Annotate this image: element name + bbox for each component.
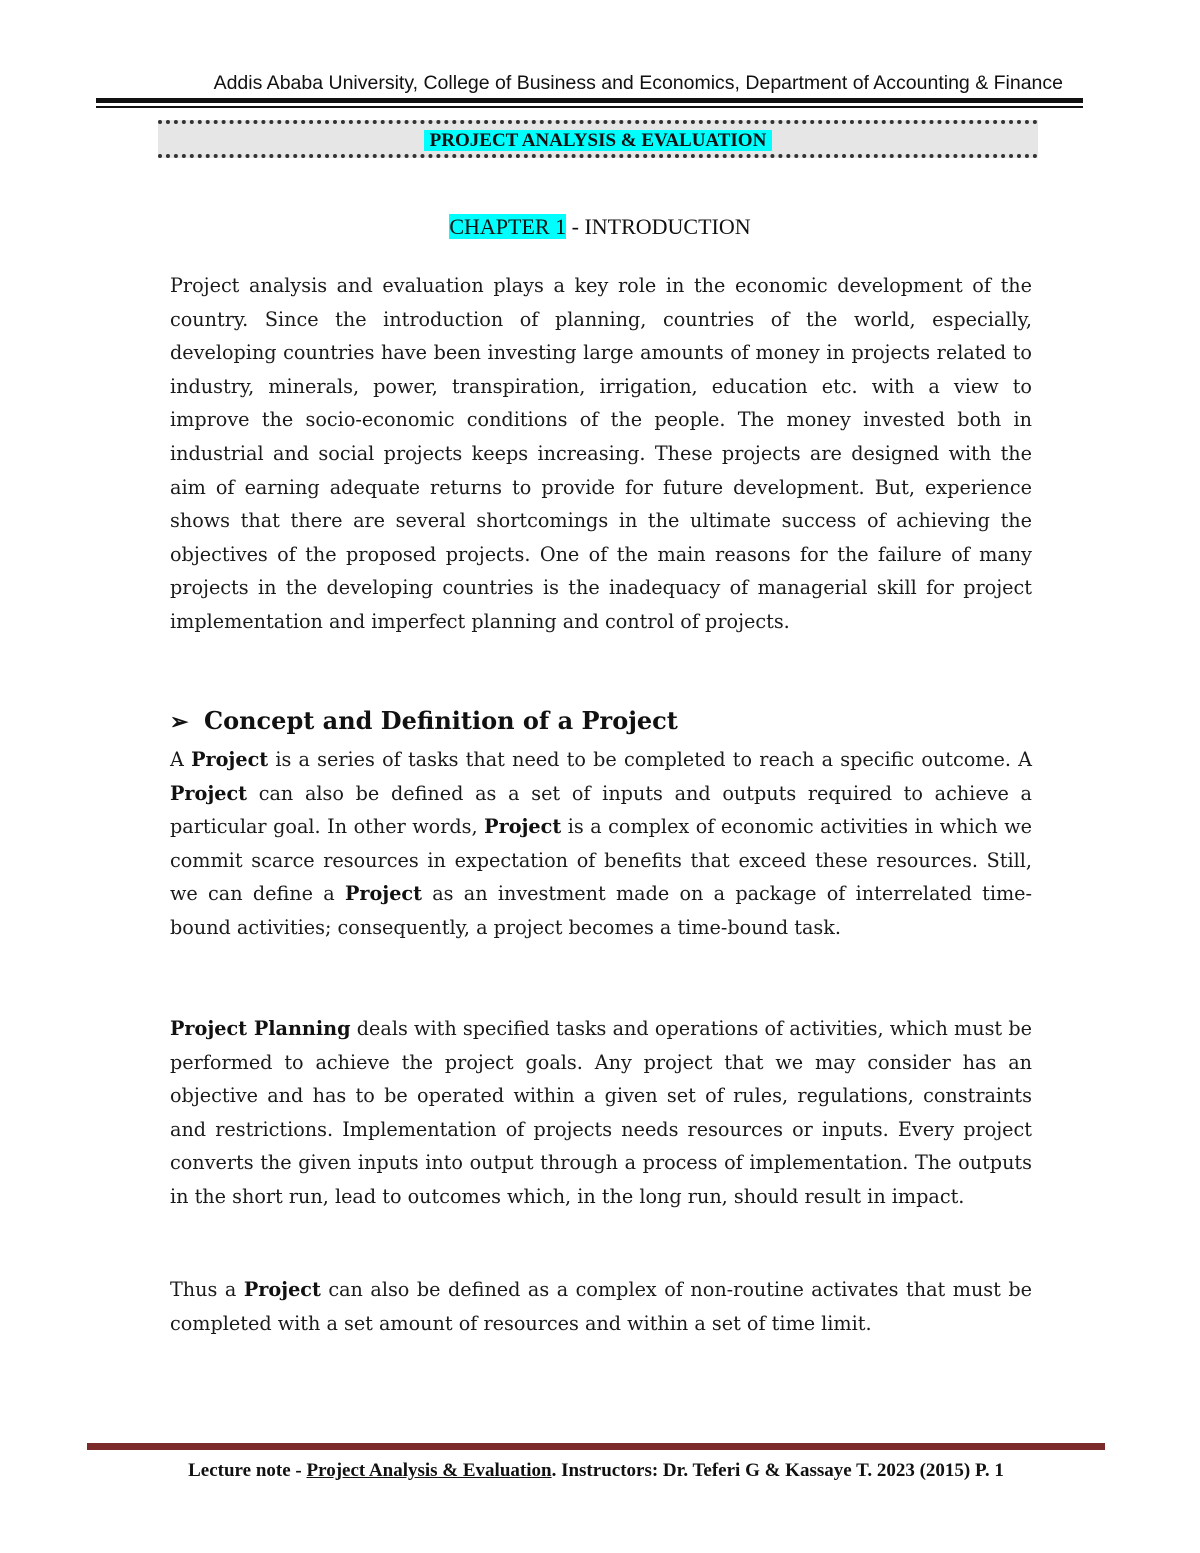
chapter-label: CHAPTER 1 — [449, 214, 567, 239]
banner-title-wrap — [158, 130, 1038, 152]
planning-paragraph — [170, 1012, 1032, 1214]
definition-text-2: is a series of tasks that need to be completed to reach a specific outcome. A — [268, 748, 1032, 771]
thus-paragraph — [170, 1273, 1032, 1340]
term-project-4: Project — [344, 882, 422, 906]
footer-rest: . Instructors: Dr. Teferi G & Kassaye T. 2023 (2015) P. 1 — [551, 1460, 1004, 1481]
definition-text-5: as an investment made on a package of interrelated time-bound activities; consequently, a project becomes a time-bound task. — [170, 882, 1032, 939]
title-banner — [158, 120, 1038, 158]
section-heading-text: Concept and Definition of a Project — [204, 706, 678, 735]
thus-text-2: can also be defined as a complex of non-routine activates that must be completed with a set amount of resources and within a set of time limit. — [170, 1278, 1032, 1335]
term-project-1: Project — [191, 748, 269, 771]
term-project-3: Project — [484, 815, 562, 839]
intro-paragraph: Project analysis and evaluation plays a key role in the economic development of the country. Since the introduction of planning, countries of the world, especially, developing countries have been investing large amounts of money in projects related to industry, minerals, power, transpiration, irrigation, education etc. with a view to improve the socio-economic conditions of the people. The money invested both in industrial and social projects keeps increasing. These projects are designed with the aim of earning adequate returns to provide for future development. But, experience shows that there are several shortcomings in the ultimate success of achieving the objectives of the proposed projects. One of the main reasons for the failure of many projects in the developing countries is the inadequacy of managerial skill for project implementation and imperfect planning and control of projects. — [170, 274, 1032, 633]
footer-prefix: Lecture note - — [188, 1460, 307, 1481]
running-footer — [87, 1460, 1105, 1482]
planning-text: deals with specified tasks and operations of activities, which must be performed to achieve the project goals. Any project that we may consider has an objective and has to be operated within a given set of rules, regulations, constraints and restrictions. Implementation of projects needs resources or inputs. Every project converts the given inputs into output through a process of implementation. The outputs in the short run, lead to outcomes which, in the long run, should result in impact. — [170, 1017, 1032, 1208]
section-heading — [170, 706, 1032, 735]
arrow-bullet-icon: ➢ — [170, 709, 189, 735]
term-project-2: Project — [170, 781, 248, 805]
thus-text-1: Thus a — [170, 1278, 244, 1301]
footer-rule — [87, 1443, 1105, 1450]
footer-course: Project Analysis & Evaluation — [306, 1460, 552, 1481]
header-rule-thick — [96, 98, 1083, 103]
definition-text-3: can also be defined as a set of inputs and outputs required to achieve a particular goal. In other words, — [170, 781, 1032, 839]
header-rule-thin — [96, 106, 1083, 108]
running-header: Addis Ababa University, College of Business and Economics, Department of Accounting & Finance — [213, 72, 1063, 94]
chapter-separator: - — [566, 214, 585, 239]
definition-paragraph — [170, 743, 1032, 945]
definition-text-4: is a complex of economic activities in which we commit scarce resources in expectation of benefits that exceed these resources. Still, we can define a — [170, 815, 1032, 906]
term-project-5: Project — [243, 1278, 321, 1301]
banner-title: PROJECT ANALYSIS & EVALUATION — [424, 130, 773, 151]
term-project-planning: Project Planning — [170, 1017, 351, 1040]
chapter-heading — [160, 214, 1040, 240]
definition-text-1: A — [170, 748, 192, 771]
chapter-title: INTRODUCTION — [584, 214, 751, 239]
